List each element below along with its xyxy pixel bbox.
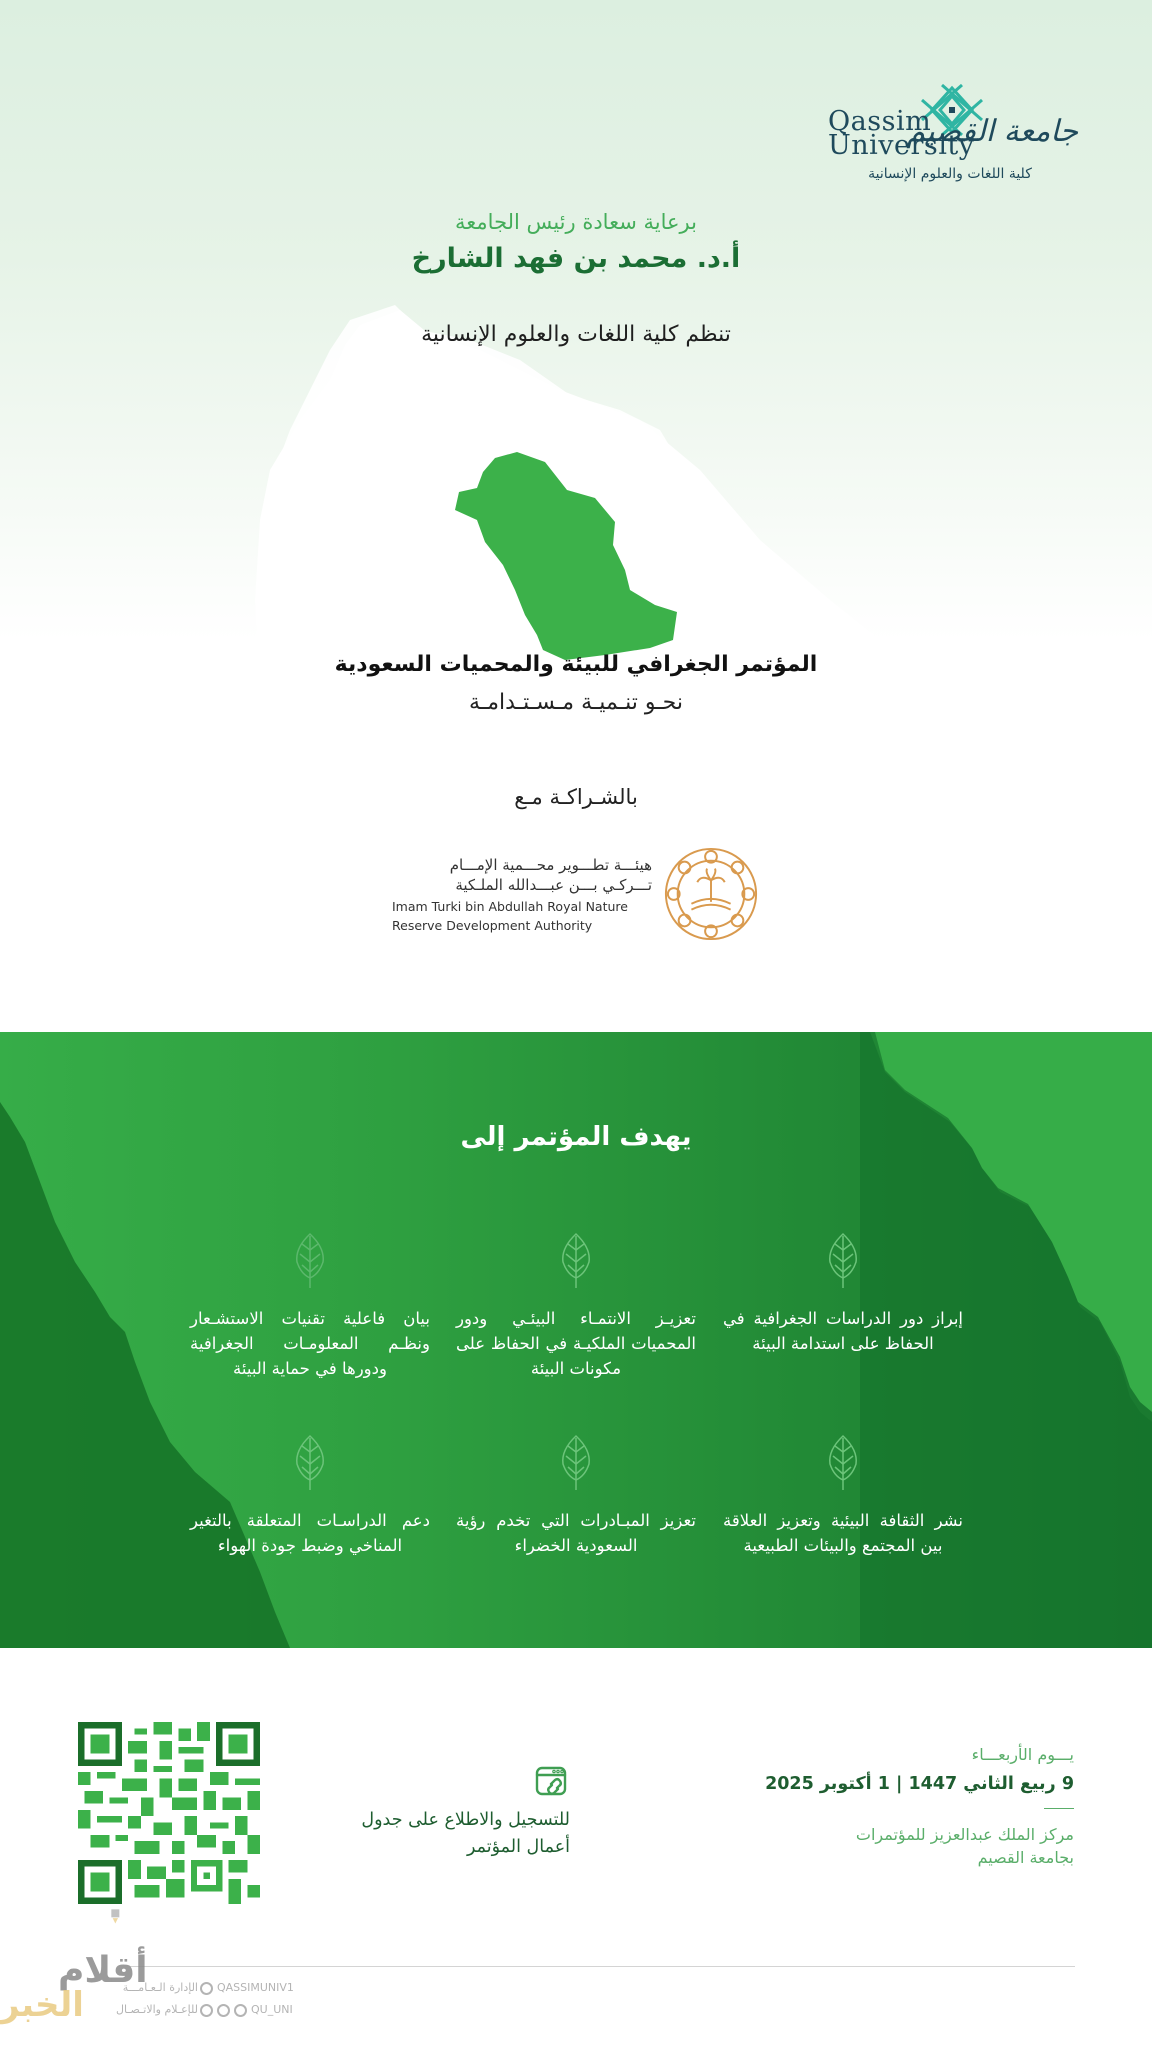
- goal-item-4: [723, 1434, 963, 1558]
- partner-ar-line1: هيئـــة تطـــوير محـــمية الإمـــام: [449, 856, 652, 874]
- qassim-university-logo: [820, 80, 1080, 190]
- handle-x: QASSIMUNIV1: [217, 1981, 294, 1994]
- venue-line1: مركز الملك عبدالعزيز للمؤتمرات: [855, 1825, 1074, 1844]
- x-twitter-icon: [200, 1982, 213, 1995]
- youtube-icon: [234, 2004, 247, 2017]
- registration-cta[interactable]: [330, 1765, 570, 1861]
- event-details: [754, 1745, 1074, 1869]
- footer-divider: [130, 1966, 1075, 1967]
- partner-name-arabic: [392, 855, 652, 895]
- dept-line2: للإعـلام والاتـصـال: [115, 2003, 198, 2016]
- leaf-icon: [293, 1232, 327, 1288]
- venue-line2: بجامعة القصيم: [977, 1848, 1074, 1867]
- leaf-icon: [826, 1232, 860, 1288]
- goal-text: دعم الدراسـات المتعلقة بالتغير المناخي وضبط جودة الهواء: [190, 1511, 430, 1555]
- organizer-text: تنظم كلية اللغات والعلوم الإنسانية: [421, 322, 731, 347]
- goal-item-6: [190, 1434, 430, 1558]
- date-separator: [1044, 1808, 1074, 1809]
- snapchat-icon: [200, 2004, 213, 2017]
- goals-section: [0, 1032, 1152, 1648]
- registration-qr-code[interactable]: [78, 1722, 260, 1904]
- goal-item-3: [190, 1232, 430, 1381]
- patron-name: أ.د. محمد بن فهد الشارخ: [411, 243, 741, 274]
- patron-label: برعاية سعادة رئيس الجامعة: [455, 210, 697, 234]
- leaf-icon: [293, 1434, 327, 1490]
- logo-arabic-name: جامعة القصيم: [906, 114, 1078, 149]
- event-date: 9 ربيع الثاني 1447 | 1 أكتوبر 2025: [765, 1774, 1074, 1794]
- instagram-icon: [217, 2004, 230, 2017]
- leaf-icon: [559, 1232, 593, 1288]
- goal-item-5: [456, 1434, 696, 1558]
- link-window-icon: [534, 1765, 570, 1801]
- leaf-icon: [559, 1434, 593, 1490]
- goal-text: نشر الثقافة البيئية وتعزيز العلاقة بين المجتمع والبيئات الطبيعية: [723, 1511, 963, 1555]
- royal-reserve-emblem-icon: [662, 845, 760, 943]
- social-row-x[interactable]: [200, 1977, 294, 1999]
- saudi-arabia-map-icon: [455, 450, 685, 660]
- conference-title: المؤتمر الجغرافي للبيئة والمحميات السعودية: [334, 652, 818, 677]
- watermark-pen-icon: [110, 1898, 150, 1958]
- registration-text: [330, 1807, 570, 1861]
- watermark-text: أقلام: [58, 1950, 148, 1991]
- watermark-text-2: الخبر: [0, 1985, 84, 2025]
- goal-text: تعزيـز الانتمـاء البيئـي ودور المحميات الملكيـة في الحفاظ على مكونات البيئة: [456, 1309, 696, 1378]
- partner-en-line2: Reserve Development Authority: [392, 918, 593, 933]
- partner-name-english: [392, 897, 652, 935]
- registration-line2: أعمال المؤتمر: [466, 1837, 570, 1857]
- event-venue: [754, 1823, 1074, 1869]
- leaf-icon: [826, 1434, 860, 1490]
- partner-label: بالشـراكـة مـع: [514, 785, 638, 809]
- dept-line1: الإدارة الـعـامـــة: [122, 1981, 198, 1994]
- event-day: يـــوم الأربعـــاء: [971, 1745, 1074, 1764]
- partner-en-line1: Imam Turki bin Abdullah Royal Nature: [392, 899, 628, 914]
- partner-logo: [392, 845, 760, 945]
- social-handles: [200, 1977, 294, 2021]
- logo-college-name: كلية اللغات والعلوم الإنسانية: [868, 166, 1032, 182]
- goal-item-1: [723, 1232, 963, 1356]
- logo-en-line2: University: [828, 130, 975, 161]
- goal-text: بيان فاعلية تقنيات الاستشـعار ونظـم المعلومـات الجغرافية ودورها في حماية البيئة: [190, 1309, 430, 1378]
- goal-text: تعزيز المبـادرات التي تخدم رؤية السعودية الخضراء: [456, 1511, 696, 1555]
- registration-line1: للتسجيل والاطلاع على جدول: [361, 1810, 570, 1830]
- partner-ar-line2: تـــركـي بـــن عبـــدالله الملـكية: [455, 876, 652, 894]
- social-row-other[interactable]: [200, 1999, 294, 2021]
- goal-text: إبراز دور الدراسات الجغرافية في الحفاظ على استدامة البيئة: [723, 1309, 963, 1353]
- goals-title: يهدف المؤتمر إلى: [460, 1122, 692, 1152]
- handle-other: QU_UNI: [251, 2003, 293, 2016]
- conference-subtitle: نحـو تنـميـة مـسـتـدامـة: [469, 690, 683, 715]
- goal-item-2: [456, 1232, 696, 1381]
- logo-en-line1: Qassim: [828, 106, 932, 137]
